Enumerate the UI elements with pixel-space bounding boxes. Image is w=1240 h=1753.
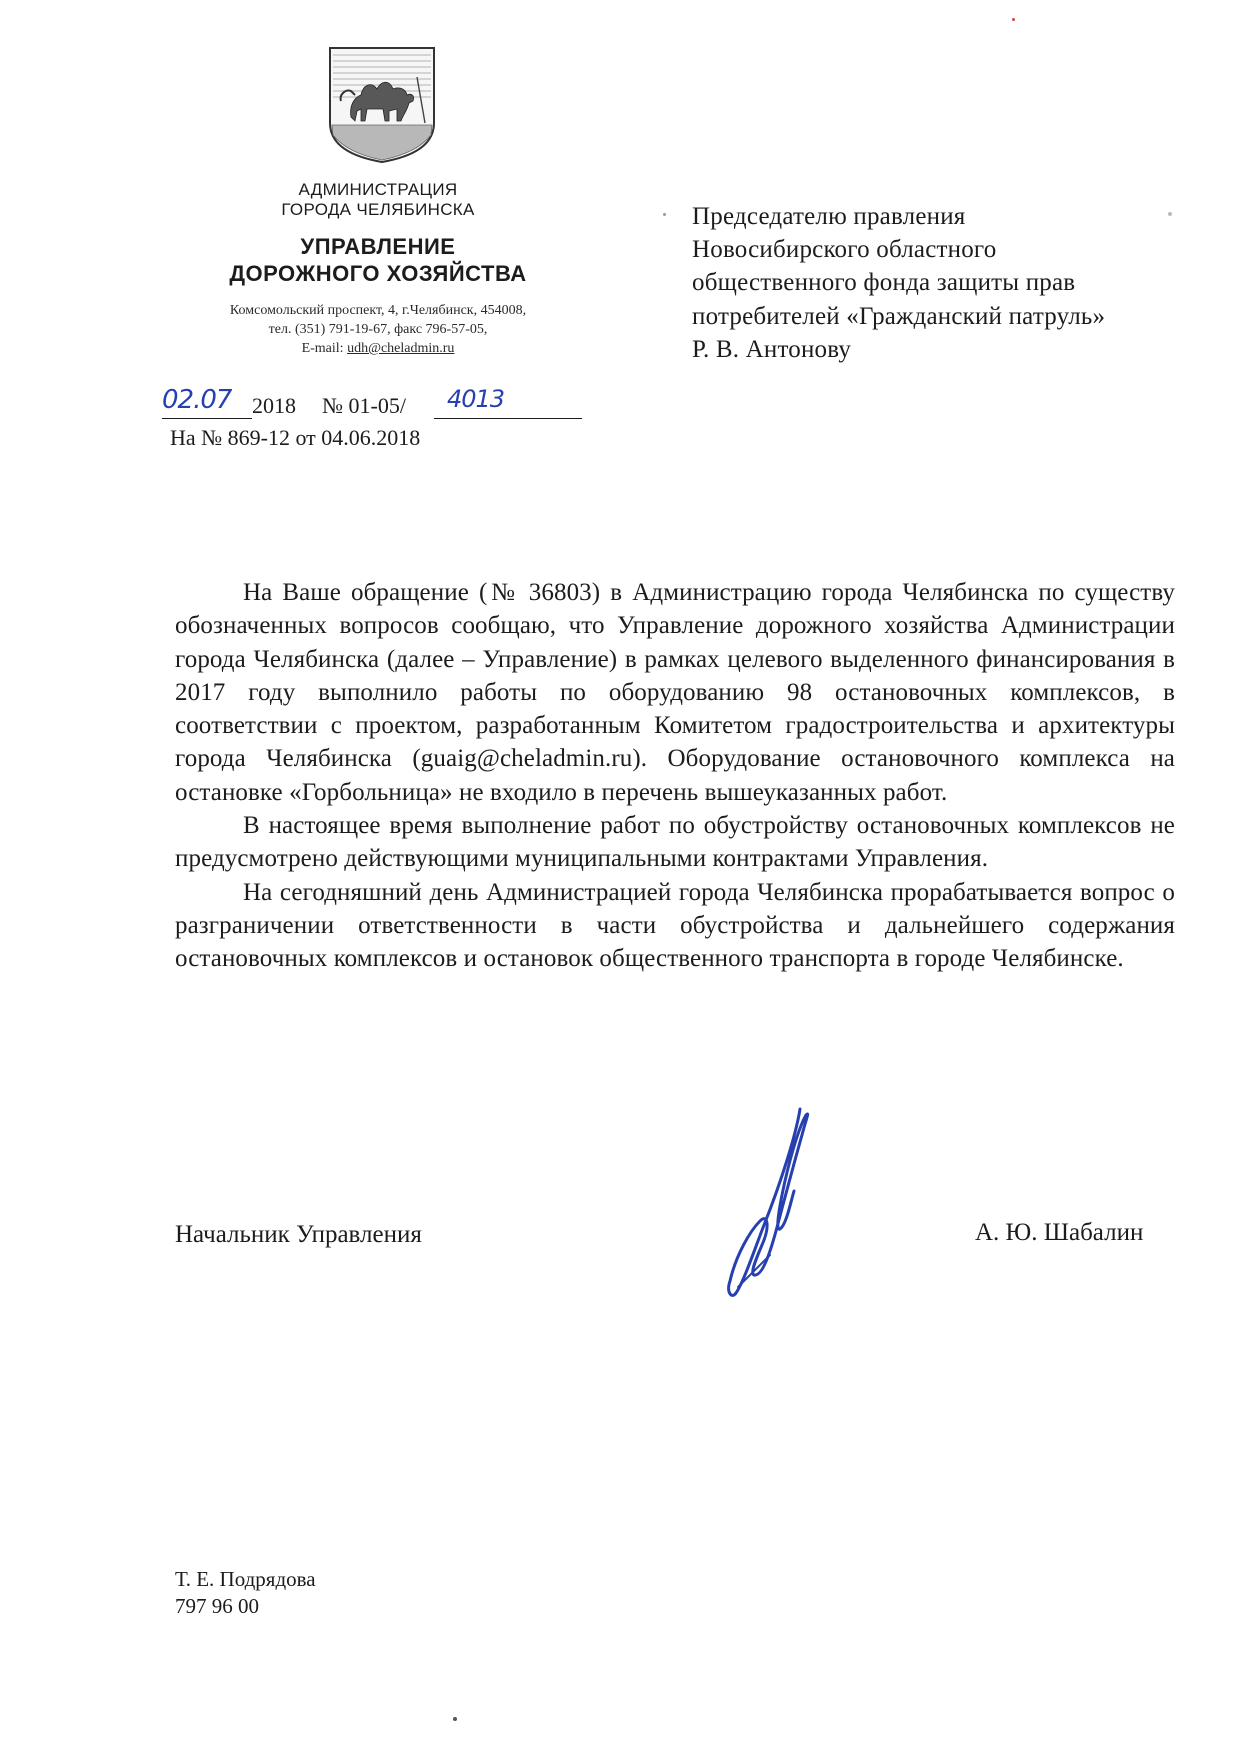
- scan-speck: [1012, 18, 1015, 21]
- registration-line: [162, 385, 582, 419]
- executor-name: Т. Е. Подрядова: [175, 1567, 316, 1591]
- department-name-line1: УПРАВЛЕНИЕ: [300, 234, 456, 259]
- registration-number-handwritten: 4013: [447, 385, 505, 413]
- signatory-name: А. Ю. Шабалин: [975, 1219, 1144, 1246]
- coat-of-arms-emblem: [327, 45, 437, 165]
- date-underline: [162, 418, 252, 419]
- org-email-line: [158, 340, 598, 358]
- body-paragraph-3: На сегодняшний день Администрацией города Челябинска прорабатывается вопрос о разграничении ответственности в части обустройства и дальнейшего содержания остановочных комплексов и остановок общественного транспорта в городе Челябинске.: [175, 878, 1175, 973]
- addressee-line3: общественного фонда защиты прав: [692, 269, 1076, 296]
- org-email-link[interactable]: udh@cheladmin.ru: [347, 341, 455, 356]
- body-paragraph-2: В настоящее время выполнение работ по обустройству остановочных комплексов не предусмотрено действующими муниципальными контрактами Управления.: [175, 812, 1175, 873]
- letter-body: [175, 576, 1175, 976]
- department-name-line2: ДОРОЖНОГО ХОЗЯЙСТВА: [229, 261, 527, 286]
- email-label: E-mail:: [301, 341, 348, 356]
- org-name-line2: ГОРОДА ЧЕЛЯБИНСКА: [281, 200, 475, 219]
- scan-speck: [453, 1717, 457, 1721]
- addressee-line4: потребителей «Гражданский патруль»: [692, 303, 1106, 330]
- addressee-name: Р. В. Антонову: [692, 336, 852, 363]
- executor-phone: 797 96 00: [175, 1594, 259, 1618]
- registration-year: 2018: [252, 393, 296, 418]
- scan-speck: [663, 213, 666, 216]
- org-name-line1: АДМИНИСТРАЦИЯ: [298, 180, 458, 199]
- reference-number: На № 869-12 от 04.06.2018: [170, 425, 421, 450]
- number-underline: [434, 418, 582, 419]
- org-address: Комсомольский проспект, 4, г.Челябинск, 454008,: [229, 303, 527, 318]
- registration-date-handwritten: 02.07: [162, 385, 232, 415]
- scan-speck: [1168, 212, 1172, 216]
- handwritten-signature: [710, 1105, 830, 1305]
- addressee-line1: Председателю правления: [692, 203, 966, 230]
- addressee-line2: Новосибирского областного: [692, 236, 997, 263]
- body-paragraph-1: На Ваше обращение (№ 36803) в Администрацию города Челябинска по существу обозначенных вопросов сообщаю, что Управление дорожного хозяйства Администрации города Челябинска (далее – Управление) в рамках целевого выделенного финансирования в 2017 году выполнило работы по оборудованию 98 остановочных комплексов, в соответствии с проектом, разработанным Комитетом градостроительства и архитектуры города Челябинска (guaig@cheladmin.ru). Оборудование остановочного комплекса на остановке «Горбольница» не входило в перечень вышеуказанных работ.: [175, 579, 1175, 806]
- signatory-title: Начальник Управления: [175, 1221, 422, 1248]
- org-phones: тел. (351) 791-19-67, факс 796-57-05,: [268, 322, 488, 337]
- registration-number-prefix: № 01-05/: [322, 393, 406, 418]
